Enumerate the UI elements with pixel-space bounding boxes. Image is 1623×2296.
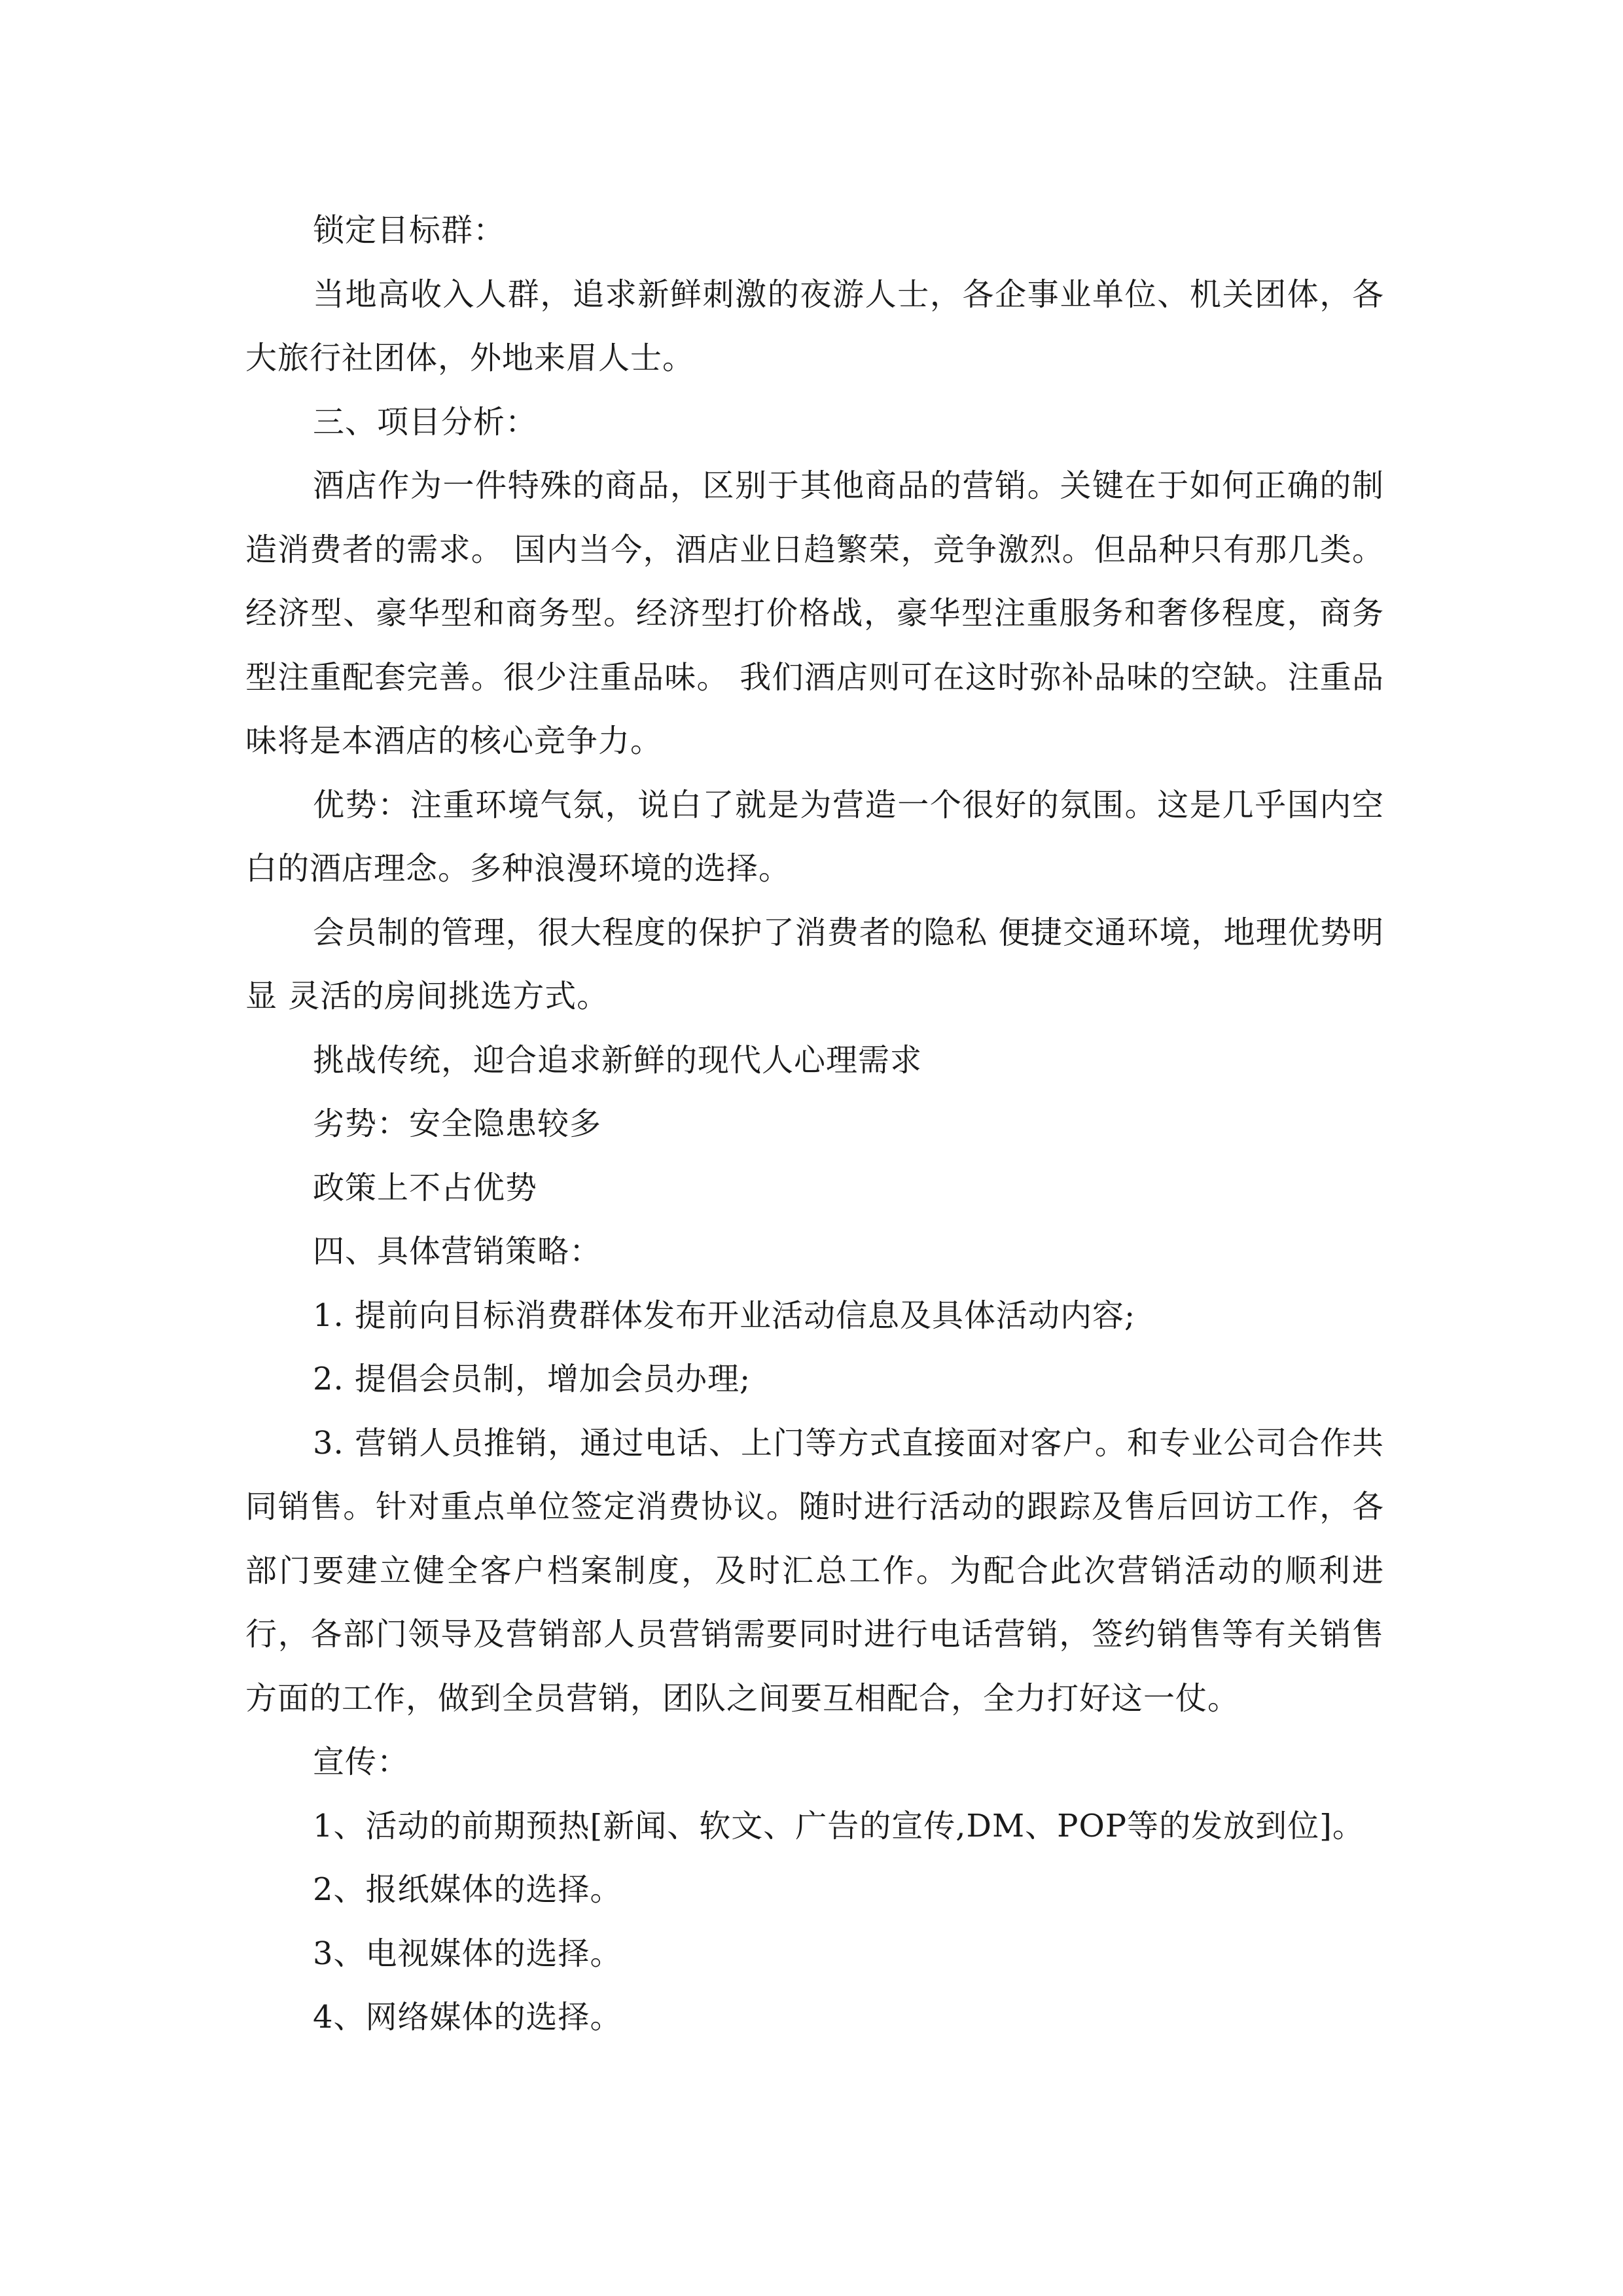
heading-marketing-strategy: 四、具体营销策略： — [313, 1233, 602, 1270]
list-item-promotion-2: 2、报纸媒体的选择。 — [313, 1871, 622, 1908]
paragraph-advantages: 优势：注重环境气氛，说白了就是为营造一个很好的氛围。这是几乎国内空白的酒店理念。多种浪漫环境的选择。 — [245, 786, 1384, 887]
paragraph-policy: 政策上不占优势 — [313, 1169, 538, 1206]
paragraph-target-description: 当地高收入人群，追求新鲜刺激的夜游人士，各企事业单位、机关团体，各大旅行社团体，外地来眉人士。 — [245, 276, 1384, 376]
list-item-promotion-4: 4、网络媒体的选择。 — [313, 1999, 622, 2036]
heading-promotion: 宣传： — [313, 1744, 410, 1780]
list-item-promotion-1: 1、活动的前期预热[新闻、软文、广告的宣传,DM、POP等的发放到位]。 — [313, 1807, 1364, 1844]
list-item-strategy-1: 1. 提前向目标消费群体发布开业活动信息及具体活动内容; — [313, 1297, 1136, 1334]
heading-target-group: 锁定目标群： — [313, 212, 506, 249]
heading-project-analysis: 三、项目分析： — [313, 403, 538, 440]
paragraph-hotel-analysis: 酒店作为一件特殊的商品，区别于其他商品的营销。关键在于如何正确的制造消费者的需求。 国内当今，酒店业日趋繁荣，竞争激烈。但品种只有那几类。经济型、豪华型和商务型。经济型打价格战，豪华型注重服务和奢侈程度，商务型注重配套完善。很少注重品味。 我们酒店则可在这时弥补品味的空缺。注重品味将是本酒店的核心竞争力。 — [245, 467, 1384, 759]
document-body — [245, 199, 1384, 2050]
paragraph-membership: 会员制的管理，很大程度的保护了消费者的隐私 便捷交通环境，地理优势明显 灵活的房间挑选方式。 — [245, 914, 1384, 1014]
paragraph-disadvantages: 劣势：安全隐患较多 — [313, 1105, 602, 1142]
list-item-promotion-3: 3、电视媒体的选择。 — [313, 1935, 622, 1972]
paragraph-challenge-tradition: 挑战传统，迎合追求新鲜的现代人心理需求 — [313, 1041, 923, 1079]
list-item-strategy-2: 2. 提倡会员制，增加会员办理; — [313, 1361, 751, 1397]
list-item-strategy-3: 3. 营销人员推销，通过电话、上门等方式直接面对客户。和专业公司合作共同销售。针对重点单位签定消费协议。随时进行活动的跟踪及售后回访工作，各部门要建立健全客户档案制度，及时汇总工作。为配合此次营销活动的顺利进行，各部门领导及营销部人员营销需要同时进行电话营销，签约销售等有关销售方面的工作，做到全员营销，团队之间要互相配合，全力打好这一仗。 — [245, 1424, 1384, 1717]
